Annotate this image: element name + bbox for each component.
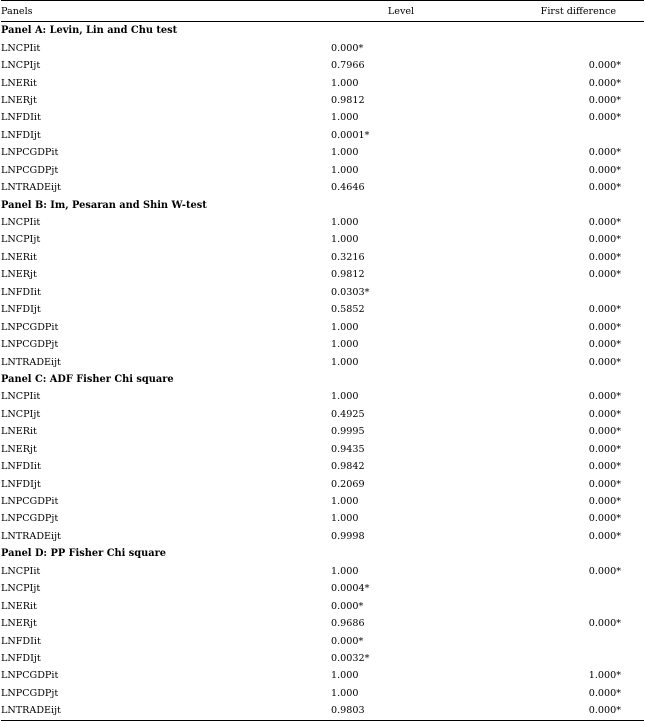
first-difference-cell [471, 597, 644, 614]
level-value-cell: 0.5852 [331, 304, 365, 316]
table-row [1, 74, 644, 91]
level-value-cell: 1.000 [331, 356, 359, 368]
level-value-cell: 0.9995 [331, 426, 365, 438]
level-value-cell: 1.000 [331, 391, 359, 403]
table-row [1, 318, 644, 335]
variable-name-cell: LNFDIit [1, 461, 41, 473]
table-row [1, 685, 644, 702]
unit-root-test-table [1, 0, 644, 721]
variable-name-cell: LNTRADEijt [1, 182, 61, 194]
level-value-cell: 1.000 [331, 496, 359, 508]
variable-name-cell: LNCPIit [1, 391, 41, 403]
level-value-cell: 0.0032* [331, 652, 370, 664]
level-value-cell: 1.000 [331, 77, 359, 89]
first-difference-cell: 0.000* [588, 94, 621, 106]
first-difference-cell [471, 650, 644, 667]
variable-name-cell: LNPCGDPit [1, 496, 59, 508]
first-difference-cell: 0.000* [588, 234, 621, 246]
first-difference-cell [471, 39, 644, 56]
table-row [1, 284, 644, 301]
first-difference-cell: 0.000* [588, 408, 621, 420]
level-value-cell: 0.0303* [331, 286, 370, 298]
table-row [1, 528, 644, 545]
level-value-cell: 0.000* [331, 42, 364, 54]
first-difference-cell: 0.000* [588, 443, 621, 455]
level-value-cell: 0.0004* [331, 583, 370, 595]
panel-heading: Panel B: Im, Pesaran and Shin W-test [1, 199, 207, 211]
table-row [1, 127, 644, 144]
level-value-cell: 0.9686 [331, 618, 365, 630]
table-row [1, 441, 644, 458]
first-difference-cell: 0.000* [588, 182, 621, 194]
panel-heading-row [1, 22, 644, 40]
table-row [1, 667, 644, 684]
first-difference-cell [471, 580, 644, 597]
level-value-cell: 0.0001* [331, 129, 370, 141]
table-row [1, 214, 644, 231]
first-difference-cell: 0.000* [588, 565, 621, 577]
table-row [1, 475, 644, 492]
first-difference-cell: 0.000* [588, 164, 621, 176]
table-row [1, 458, 644, 475]
first-difference-cell: 0.000* [588, 251, 621, 263]
table-row [1, 702, 644, 720]
first-difference-cell: 0.000* [588, 77, 621, 89]
variable-name-cell: LNFDIit [1, 286, 41, 298]
table-row [1, 632, 644, 649]
level-value-cell: 1.000 [331, 217, 359, 229]
level-value-cell: 1.000 [331, 321, 359, 333]
variable-name-cell: LNPCGDPjt [1, 513, 59, 525]
level-value-cell: 0.4925 [331, 408, 365, 420]
first-difference-cell: 0.000* [588, 618, 621, 630]
table-row [1, 597, 644, 614]
variable-name-cell: LNPCGDPit [1, 321, 59, 333]
first-difference-cell: 0.000* [588, 530, 621, 542]
level-value-cell: 0.2069 [331, 478, 365, 490]
first-difference-cell: 0.000* [588, 478, 621, 490]
panel-heading: Panel D: PP Fisher Chi square [1, 548, 167, 560]
variable-name-cell: LNERit [1, 251, 37, 263]
table-row [1, 162, 644, 179]
variable-name-cell: LNFDIjt [1, 652, 41, 664]
first-difference-cell: 0.000* [588, 112, 621, 124]
table-row [1, 57, 644, 74]
variable-name-cell: LNERit [1, 600, 37, 612]
table-row [1, 493, 644, 510]
table-row [1, 580, 644, 597]
panel-heading: Panel A: Levin, Lin and Chu test [1, 25, 178, 37]
table-row [1, 39, 644, 56]
table-header [1, 1, 644, 22]
first-difference-cell: 0.000* [588, 304, 621, 316]
first-difference-cell: 0.000* [471, 702, 644, 720]
level-value-cell: 1.000 [331, 339, 359, 351]
first-difference-cell: 1.000* [588, 670, 621, 682]
variable-name-cell: LNPCGDPit [1, 670, 59, 682]
level-value-cell: 1.000 [331, 670, 359, 682]
level-value-cell: 0.000* [331, 600, 364, 612]
variable-name-cell: LNPCGDPjt [1, 164, 59, 176]
panel-heading-row [1, 371, 644, 388]
first-difference-cell: 0.000* [588, 217, 621, 229]
header-first-difference: First difference [471, 1, 644, 22]
table-row [1, 249, 644, 266]
variable-name-cell: LNCPIit [1, 42, 41, 54]
first-difference-cell: 0.000* [588, 339, 621, 351]
variable-name-cell: LNCPIjt [1, 234, 41, 246]
first-difference-cell: 0.000* [588, 513, 621, 525]
first-difference-cell [471, 127, 644, 144]
first-difference-cell: 0.000* [588, 60, 621, 72]
variable-name-cell: LNTRADEijt [1, 356, 61, 368]
level-value-cell: 0.9803 [331, 702, 471, 720]
first-difference-cell: 0.000* [588, 147, 621, 159]
level-value-cell: 1.000 [331, 687, 359, 699]
variable-name-cell: LNPCGDPjt [1, 687, 59, 699]
level-value-cell: 1.000 [331, 513, 359, 525]
variable-name-cell: LNERjt [1, 269, 37, 281]
table-row [1, 92, 644, 109]
panel-heading-row [1, 196, 644, 213]
panel-heading-row [1, 545, 644, 562]
variable-name-cell: LNERjt [1, 618, 37, 630]
table-row [1, 109, 644, 126]
table-row [1, 231, 644, 248]
level-value-cell: 0.9812 [331, 94, 365, 106]
variable-name-cell: LNCPIjt [1, 60, 41, 72]
header-row [1, 1, 644, 22]
first-difference-cell: 0.000* [588, 391, 621, 403]
table-row [1, 423, 644, 440]
variable-name-cell: LNCPIit [1, 565, 41, 577]
level-value-cell: 1.000 [331, 147, 359, 159]
level-value-cell: 0.9842 [331, 461, 365, 473]
table-row [1, 179, 644, 196]
level-value-cell: 0.7966 [331, 60, 365, 72]
header-level: Level [331, 1, 471, 22]
table-row [1, 336, 644, 353]
level-value-cell: 1.000 [331, 112, 359, 124]
table-row [1, 388, 644, 405]
first-difference-cell: 0.000* [588, 356, 621, 368]
first-difference-cell: 0.000* [588, 496, 621, 508]
table-row [1, 510, 644, 527]
variable-name-cell: LNFDIjt [1, 129, 41, 141]
table-row [1, 406, 644, 423]
level-value-cell: 0.9435 [331, 443, 365, 455]
level-value-cell: 0.9812 [331, 269, 365, 281]
level-value-cell: 0.9998 [331, 530, 365, 542]
panel-heading: Panel C: ADF Fisher Chi square [1, 373, 174, 385]
variable-name-cell: LNERit [1, 77, 37, 89]
variable-name-cell: LNERjt [1, 94, 37, 106]
table-row [1, 301, 644, 318]
table-row [1, 563, 644, 580]
variable-name-cell: LNFDIit [1, 112, 41, 124]
variable-name-cell: LNCPIjt [1, 583, 41, 595]
level-value-cell: 1.000 [331, 164, 359, 176]
table-row [1, 144, 644, 161]
first-difference-cell [471, 284, 644, 301]
variable-name-cell: LNFDIit [1, 635, 41, 647]
first-difference-cell: 0.000* [588, 687, 621, 699]
level-value-cell: 0.000* [331, 635, 364, 647]
first-difference-cell: 0.000* [588, 426, 621, 438]
level-value-cell: 0.4646 [331, 182, 365, 194]
variable-name-cell: LNPCGDPjt [1, 339, 59, 351]
table-row [1, 615, 644, 632]
variable-name-cell: LNFDIjt [1, 304, 41, 316]
variable-name-cell: LNCPIit [1, 217, 41, 229]
header-panels: Panels [1, 1, 331, 22]
table-row [1, 650, 644, 667]
variable-name-cell: LNTRADEijt [1, 702, 331, 720]
variable-name-cell: LNTRADEijt [1, 530, 61, 542]
table-row [1, 266, 644, 283]
variable-name-cell: LNERjt [1, 443, 37, 455]
variable-name-cell: LNFDIjt [1, 478, 41, 490]
level-value-cell: 1.000 [331, 234, 359, 246]
table-body [1, 22, 644, 721]
variable-name-cell: LNCPIjt [1, 408, 41, 420]
variable-name-cell: LNERit [1, 426, 37, 438]
table-row [1, 353, 644, 370]
level-value-cell: 1.000 [331, 565, 359, 577]
first-difference-cell: 0.000* [588, 321, 621, 333]
first-difference-cell: 0.000* [588, 269, 621, 281]
level-value-cell: 0.3216 [331, 251, 365, 263]
variable-name-cell: LNPCGDPit [1, 147, 59, 159]
first-difference-cell: 0.000* [588, 461, 621, 473]
first-difference-cell [471, 632, 644, 649]
